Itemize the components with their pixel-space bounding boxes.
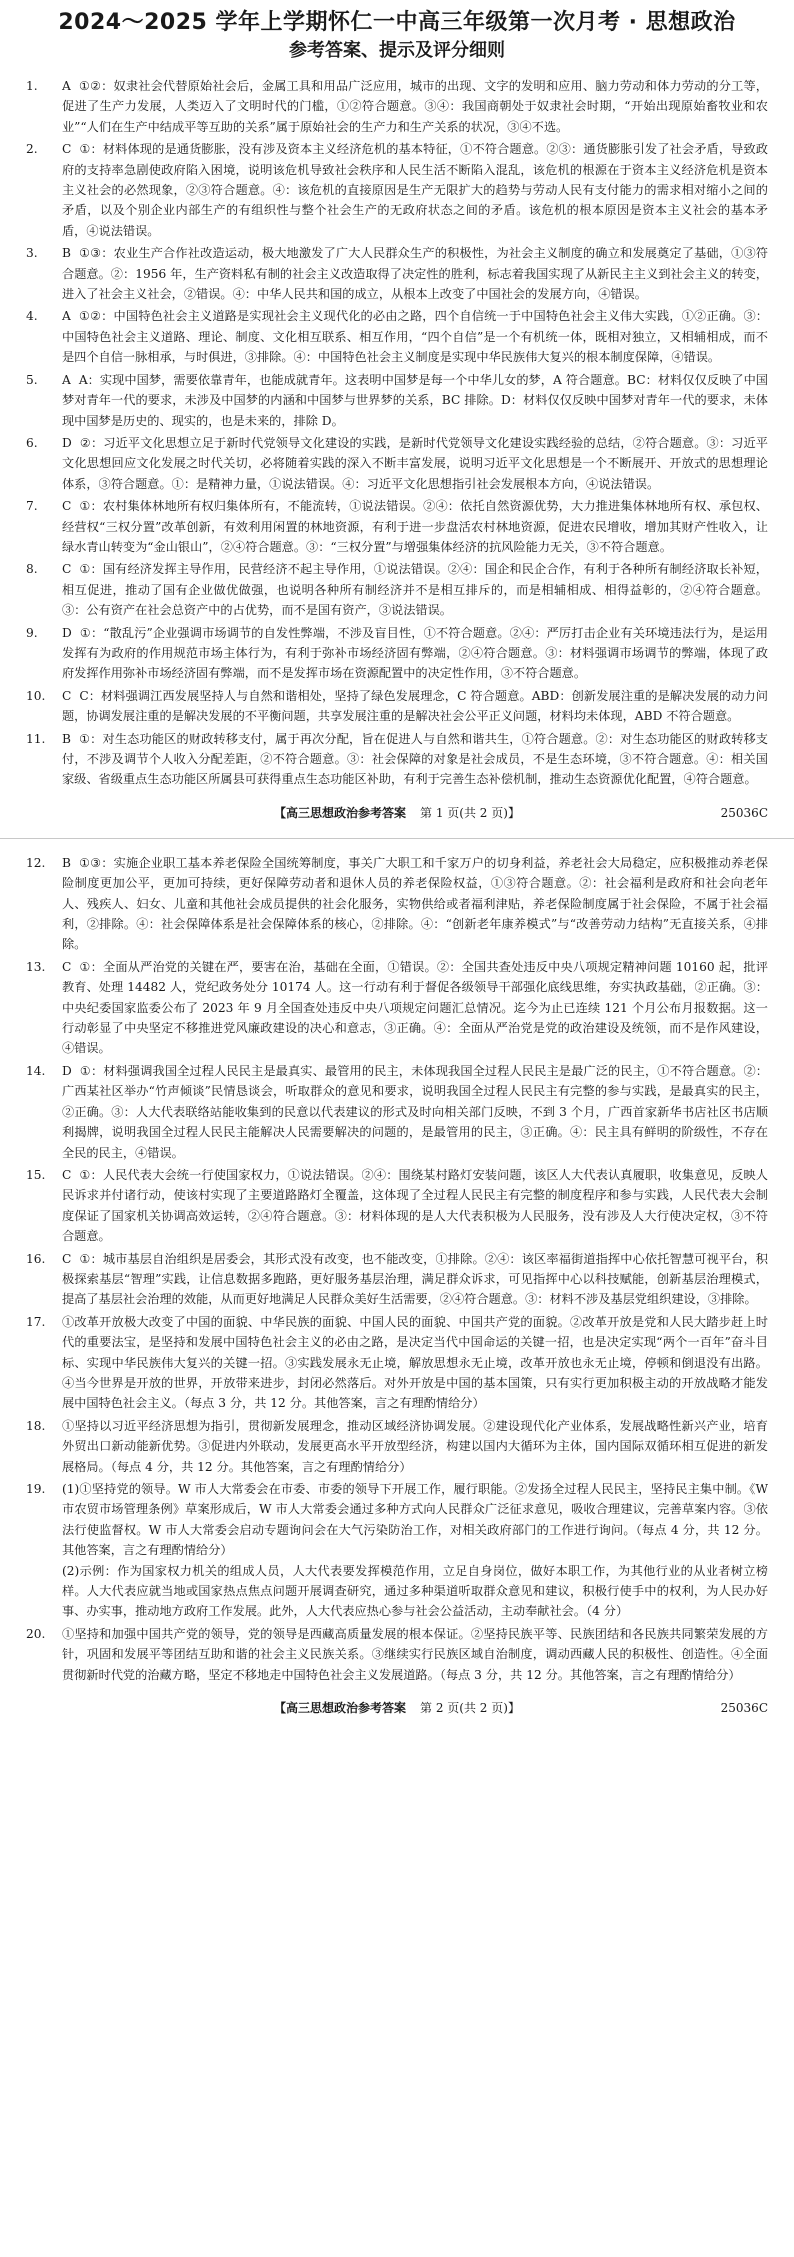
question-number: 8. — [26, 562, 38, 577]
answer-explanation: ①：“散乱污”企业强调市场调节的自发性弊端，不涉及盲目性，①不符合题意。②④：严厉打击企业有关环境违法行为，是运用发挥有为政府的作用规范市场主体行为，有利于弥补市场经济固有弊端，②④符合题意。③：材料强调市场调节的弊端，体现了政府发挥作用弥补市场经济固有弊端，而不是发挥市场在资源配置中的决定性作用，③不符合题意。 — [62, 625, 768, 681]
sub-answer: (1)①坚持党的领导。W 市人大常委会在市委、市委的领导下开展工作，履行职能。②发扬全过程人民民主，坚持民主集中制。《W 市农贸市场管理条例》草案形成后，W 市人大常委会通过多种方式向人民群众广泛征求意见，吸收合理建议，完善草案内容。③依法行使监督权。W 市人大常委会启动专题询问会在大气污染防治工作，对相关政府部门的工作进行询问。（每点 4 分，共 12 分。其他答案，言之有理酌情给分） — [62, 1482, 768, 1558]
answer-body — [62, 496, 768, 557]
answer-explanation: ①：全面从严治党的关键在严，要害在治，基础在全面，①错误。②：全国共查处违反中央八项规定精神问题 10160 起，批评教育、处理 14482 人，党纪政务处分 10174 人。这一行动有利于督促各级领导干部强化底线思维，夯实执政基础，②正确。③：中央纪委国家监委公布了 2023 年 9 月全国查处违反中央八项规定问题汇总情况。迄今为止已连续 121 个月公布月报数据。这一行动彰显了中央坚定不移推进党风廉政建设的决心和意志，③正确。④：全面从严治党是党的政治建设及统领，而不是作风建设，④错误。 — [62, 959, 768, 1056]
answer-item — [26, 559, 768, 620]
answer-item — [26, 306, 768, 367]
question-number: 1. — [26, 79, 38, 93]
answer-body — [62, 957, 768, 1059]
answer-choice: C — [62, 959, 72, 974]
answer-body — [62, 306, 768, 367]
answer-choice: C — [62, 142, 72, 157]
answer-explanation: A：实现中国梦，需要依靠青年，也能成就青年。这表明中国梦是每一个中华儿女的梦，A 符合题意。BC：材料仅仅反映了中国梦对青年一代的要求，未涉及中国梦的内涵和中国梦与世界梦的关系，BC 排除。D：材料仅仅反映中国梦对青年一代的要求，未体现中国梦是历史的、现实的，也是未来的，排除 D。 — [62, 372, 768, 428]
answer-explanation: ①③：实施企业职工基本养老保险全国统筹制度，事关广大职工和千家万户的切身利益，养老社会大局稳定，应积极推动养老保险制度更加公平，更加可持续，更好保障劳动者和退休人员的养老保险权益，①③符合题意。②：社会福利是政府和社会向老年人、残疾人、妇女、儿童和其他社会成员提供的社会化服务，实物供给或者福利津贴，养老保险制度属于社会保险，不属于社会福利，②排除。④：社会保障体系是社会保障体系的核心，②排除。④：“创新老年康养模式”与“改善劳动力结构”无直接关系，④排除。 — [62, 855, 768, 952]
answer-body — [62, 1165, 768, 1247]
question-number: 18. — [26, 1418, 46, 1433]
question-number: 11. — [26, 731, 46, 746]
answer-item — [26, 1479, 768, 1622]
page-footer — [26, 1699, 768, 1717]
answer-body — [62, 243, 768, 304]
question-number: 17. — [26, 1314, 46, 1329]
answer-item — [26, 853, 768, 955]
answer-explanation: ②：习近平文化思想立足于新时代党领导文化建设的实践，是新时代党领导文化建设实践经验的总结，②符合题意。③：习近平文化思想回应文化发展之时代关切，必将随着实践的深入不断丰富发展，说明习近平文化思想是一个不断展开、开放式的思想理论体系，③符合题意。①：是精神力量，①说法错误。④：习近平文化思想指引社会发展根本方向，④说法错误。 — [62, 435, 768, 491]
answer-explanation: ①：农村集体林地所有权归集体所有，不能流转，①说法错误。②④：依托自然资源优势，大力推进集体林地所有权、承包权、经营权“三权分置”改革创新，有效利用闲置的林地资源，有利于进一步盘活农村林地资源，促进农民增收，增加其财产性收入，让绿水青山转变为“金山银山”，②④符合题意。③：“三权分置”与增强集体经济的抗风险能力无关，③不符合题意。 — [62, 499, 768, 554]
document-title: 2024～2025 学年上学期怀仁一中高三年级第一次月考 · 思想政治 — [58, 10, 736, 35]
answer-choice: C — [62, 1167, 72, 1182]
footer-page-number: 第 1 页(共 2 页)】 — [420, 805, 520, 820]
answer-item — [26, 957, 768, 1059]
answer-body — [62, 370, 768, 431]
question-number: 2. — [26, 142, 38, 157]
answer-body — [62, 729, 768, 790]
answer-section — [26, 853, 768, 1685]
answer-item — [26, 1061, 768, 1163]
question-number: 19. — [26, 1482, 46, 1496]
answer-explanation: ①改革开放极大改变了中国的面貌、中华民族的面貌、中国人民的面貌、中国共产党的面貌。②改革开放是党和人民大踏步赶上时代的重要法宝，是坚持和发展中国特色社会主义的必由之路，是决定当代中国命运的关键一招，也是决定实现“两个一百年”奋斗目标、实现中华民族伟大复兴的关键一招。③实践发展永无止境，解放思想永无止境，改革开放也永无止境，停顿和倒退没有出路。④当今世界是开放的世界，开放带来进步，封闭必然落后。对外开放是中国的基本国策，只有实行更加积极主动的开放战略才能发展中国特色社会主义。（每点 3 分，共 12 分。其他答案，言之有理酌情给分） — [62, 1314, 768, 1411]
answer-body — [62, 686, 768, 727]
answer-item — [26, 139, 768, 241]
answer-body — [62, 853, 768, 955]
answer-explanation: ①②：奴隶社会代替原始社会后，金属工具和用品广泛应用，城市的出现、文字的发明和应用、脑力劳动和体力劳动的分工等，促进了生产力发展，人类迈入了文明时代的门槛，①②符合题意。③④：我国商朝处于奴隶社会时期，“开始出现原始畜牧业和农业”“人们在生产中结成平等互助的关系”属于原始社会的生产力和生产关系的状况，③④不选。 — [62, 79, 768, 134]
answer-explanation: ①：人民代表大会统一行使国家权力，①说法错误。②④：围绕某村路灯安装问题，该区人大代表认真履职，收集意见，反映人民诉求并付诸行动，使该村实现了主要道路路灯全覆盖，这体现了全过程人民民主有完整的制度程序和参与实践，人民代表大会制度保证了国家机关协调高效运转，②④符合题意。③：材料体现的是人大代表积极为人民服务，没有涉及人大行使决定权，③不符合题意。 — [62, 1167, 768, 1244]
answer-item — [26, 1416, 768, 1477]
answer-choice: C — [62, 499, 72, 514]
question-number: 15. — [26, 1167, 46, 1182]
footer-course: 【高三思想政治参考答案 — [274, 1701, 407, 1716]
answer-choice: D — [62, 1063, 72, 1078]
answer-body — [62, 139, 768, 241]
answer-choice: A — [62, 309, 71, 324]
answer-explanation: C：材料强调江西发展坚持人与自然和谐相处，坚持了绿色发展理念，C 符合题意。ABD：创新发展注重的是解决发展的动力问题，协调发展注重的是解决发展的不平衡问题，共享发展注重的是解决社会公平正义问题，材料均未体现，ABD 不符合题意。 — [62, 688, 768, 724]
answer-explanation: ①坚持和加强中国共产党的领导，党的领导是西藏高质量发展的根本保证。②坚持民族平等、民族团结和各民族共同繁荣发展的方针，巩固和发展平等团结互助和谐的社会主义民族关系。③继续实行民族区域自治制度，调动西藏人民的积极性、创造性。④全面贯彻新时代党的治藏方略，坚定不移地走中国特色社会主义发展道路。（每点 3 分，共 12 分。其他答案，言之有理酌情给分） — [62, 1626, 768, 1682]
answer-explanation: ①：材料体现的是通货膨胀，没有涉及资本主义经济危机的基本特征，①不符合题意。②③：通货膨胀引发了社会矛盾，导致政府的支持率急剧使政府陷入困境，说明该危机导致社会秩序和人民生活不断陷入混乱，该危机的根源在于资本主义经济危机是资本主义社会的必然现象，②③符合题意。④：该危机的直接原因是生产无限扩大的趋势与劳动人民有支付能力的需求相对缩小之间的矛盾，以及个别企业内部生产的有组织性与整个社会生产的无政府状态之间的矛盾。该危机的根本原因是资本主义社会的基本矛盾，④说法错误。 — [62, 142, 768, 238]
question-number: 4. — [26, 309, 38, 324]
answer-item — [26, 1165, 768, 1247]
answer-item — [26, 433, 768, 494]
question-number: 9. — [26, 625, 38, 640]
answer-item — [26, 686, 768, 727]
answer-item — [26, 729, 768, 790]
answer-explanation: ①：对生态功能区的财政转移支付，属于再次分配，旨在促进人与自然和谐共生，①符合题意。②：对生态功能区的财政转移支付，不涉及调节个人收入分配差距，②不符合题意。③：社会保障的对象是社会成员，不是生态环境，③不符合题意。④：相关国家级、省级重点生态功能区所属县可获得重点生态功能区补助，有利于完善生态补偿机制，推动生态资源优化配置，④符合题意。 — [62, 731, 768, 787]
answer-explanation: ①：材料强调我国全过程人民民主是最真实、最管用的民主，未体现我国全过程人民民主是最广泛的民主，①不符合题意。②：广西某社区举办“竹声倾谈”民情恳谈会，听取群众的意见和要求，说明我国全过程人民民主有完整的参与实践，是最真实的民主，②正确。③：人大代表联络站能收集到的民意以代表建议的形式及时向相关部门反映，不到 3 个月，广西首家新华书店社区书店顺利揭牌，说明我国全过程人民民主能解决人民需要解决的问题的，是最管用的民主，③正确。④：民主具有鲜明的阶级性，不存在全民的民主，④错误。 — [62, 1063, 768, 1160]
answer-choice: B — [62, 855, 71, 870]
footer-code: 25036C — [720, 1701, 768, 1716]
answer-body — [62, 623, 768, 684]
answer-choice: A — [62, 372, 71, 387]
answer-explanation: ①②：中国特色社会主义道路是实现社会主义现代化的必由之路，四个自信统一于中国特色社会主义伟大实践，①②正确。③：中国特色社会主义道路、理论、制度、文化相互联系、相互作用，“四个自信”是一个有机统一体，既相对独立，又相辅相成，而不是四个自信一脉相承，与时俱进，③排除。④：中国特色社会主义制度是实现中华民族伟大复兴的根本制度保障，④错误。 — [62, 309, 768, 365]
answer-body — [62, 1479, 768, 1622]
answer-body — [62, 433, 768, 494]
question-number: 10. — [26, 688, 46, 703]
page-divider — [0, 838, 794, 839]
answer-body — [62, 1249, 768, 1310]
footer-page-number: 第 2 页(共 2 页)】 — [420, 1701, 520, 1716]
answer-body — [62, 559, 768, 620]
answer-choice: D — [62, 625, 72, 640]
page-footer — [26, 804, 768, 822]
answer-choice: C — [62, 688, 72, 703]
footer-course: 【高三思想政治参考答案 — [274, 805, 407, 820]
document-subtitle: 参考答案、提示及评分细则 — [289, 40, 505, 61]
answer-explanation: ①坚持以习近平经济思想为指引，贯彻新发展理念，推动区域经济协调发展。②建设现代化产业体系，发展战略性新兴产业，培育外贸出口新动能新优势。③促进内外联动，发展更高水平开放型经济，构建以国内大循环为主体，国内国际双循环相互促进的新发展格局。（每点 4 分，共 12 分。其他答案，言之有理酌情给分） — [62, 1418, 768, 1474]
answer-body — [62, 1312, 768, 1414]
answer-choice: D — [62, 435, 72, 450]
question-number: 16. — [26, 1251, 46, 1266]
answer-choice: A — [62, 79, 71, 93]
question-number: 3. — [26, 246, 38, 261]
answer-content — [26, 76, 768, 1717]
question-number: 5. — [26, 372, 38, 387]
answer-explanation: ①：国有经济发挥主导作用，民营经济不起主导作用，①说法错误。②④：国企和民企合作，有利于各种所有制经济取长补短，相互促进，推动了国有企业做优做强，也说明各种所有制经济并不是相互排斥的，而是相辅相成、相得益彰的，②④符合题意。③：公有资产在社会总资产中的占优势，而不是国有资产，③说法错误。 — [62, 562, 768, 618]
answer-body — [62, 1061, 768, 1163]
answer-explanation: ①③：农业生产合作社改造运动，极大地激发了广大人民群众生产的积极性，为社会主义制度的确立和发展奠定了基础，①③符合题意。②：1956 年，生产资料私有制的社会主义改造取得了决定性的胜利，标志着我国实现了从新民主主义到社会主义的转变，进入了社会主义社会，②错误。④：中华人民共和国的成立，从根本上改变了中国社会的发展方向，④错误。 — [62, 246, 768, 302]
footer-code: 25036C — [720, 805, 768, 820]
answer-body — [62, 1416, 768, 1477]
answer-item — [26, 1624, 768, 1685]
question-number: 14. — [26, 1063, 46, 1078]
answer-item — [26, 1312, 768, 1414]
answer-choice: B — [62, 246, 71, 261]
answer-choice: C — [62, 562, 72, 577]
question-number: 7. — [26, 499, 38, 514]
question-number: 6. — [26, 435, 38, 450]
answer-body — [62, 76, 768, 137]
question-number: 12. — [26, 855, 46, 870]
answer-choice: C — [62, 1251, 72, 1266]
question-number: 13. — [26, 959, 46, 974]
answer-item — [26, 76, 768, 137]
sub-answer: (2)示例：作为国家权力机关的组成人员，人大代表要发挥模范作用，立足自身岗位，做好本职工作，为其他行业的从业者树立榜样。人大代表应就当地或国家热点焦点问题开展调查研究，通过多种渠道听取群众意见和建议，积极行使手中的权利，为人民办好事、办实事，推动地方政府工作发展。此外，人大代表应热心参与社会公益活动，主动奉献社会。（4 分） — [62, 1563, 768, 1619]
answer-explanation: ①：城市基层自治组织是居委会，其形式没有改变，也不能改变，①排除。②④：该区率福街道指挥中心依托智慧可视平台，积极探索基层“智理”实践，让信息数据多跑路，更好服务基层治理，满足群众诉求，可见指挥中心以科技赋能，创新基层治理模式，提高了基层社会治理的效能，从而更好地满足人民群众美好生活需要，②④符合题意。③：材料不涉及基层党组织建设，③排除。 — [62, 1251, 768, 1307]
question-number: 20. — [26, 1626, 46, 1641]
answer-item — [26, 243, 768, 304]
answer-item — [26, 370, 768, 431]
answer-item — [26, 496, 768, 557]
answer-choice: B — [62, 731, 71, 746]
answer-section — [26, 76, 768, 790]
answer-body — [62, 1624, 768, 1685]
answer-item — [26, 1249, 768, 1310]
answer-item — [26, 623, 768, 684]
